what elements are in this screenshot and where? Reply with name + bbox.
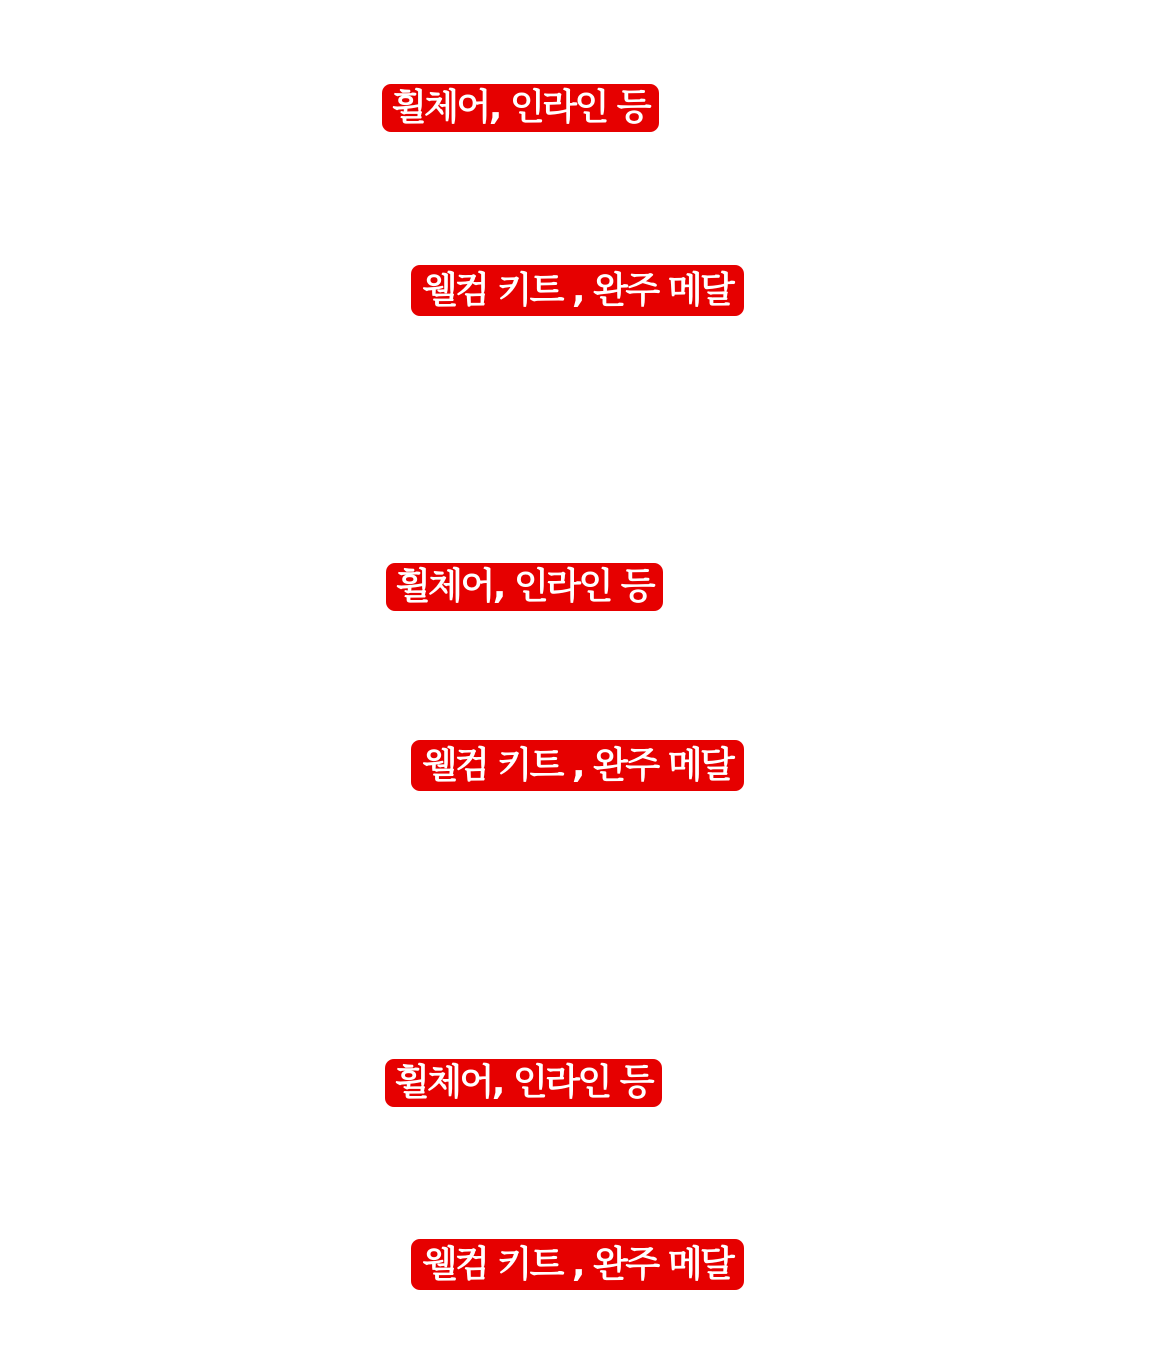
tag-wheelchair-inline-2: 휠체어, 인라인 등	[386, 563, 663, 611]
tag-welcome-kit-medal-3: 웰컴 키트 , 완주 메달	[411, 1239, 744, 1290]
tag-wheelchair-inline-1: 휠체어, 인라인 등	[382, 84, 659, 132]
tag-welcome-kit-medal-2: 웰컴 키트 , 완주 메달	[411, 740, 744, 791]
tag-welcome-kit-medal-1: 웰컴 키트 , 완주 메달	[411, 265, 744, 316]
tag-wheelchair-inline-3: 휠체어, 인라인 등	[385, 1059, 662, 1107]
